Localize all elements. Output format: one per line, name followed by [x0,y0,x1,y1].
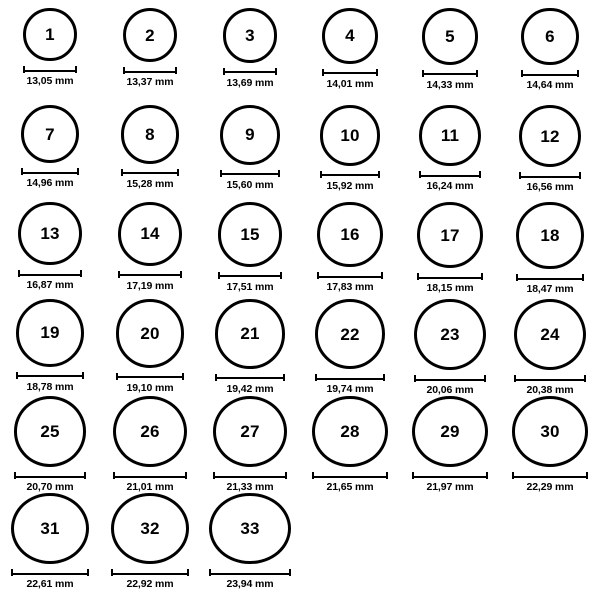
ring-size-cell[interactable] [200,202,300,299]
ring-circle [220,105,280,165]
ring-size-cell[interactable] [300,8,400,105]
ring-size-cell[interactable] [200,493,300,590]
ring-circle [514,299,586,370]
ring-size-cell[interactable] [400,299,500,396]
ring-measurement [218,272,283,293]
ring-diameter-label: 13,69 mm [226,76,274,89]
ring-size-number: 23 [440,325,460,344]
ring-size-number: 2 [145,25,155,45]
ring-measurement [320,171,381,192]
ring-size-cell[interactable] [400,202,500,299]
ring-diameter-label: 16,56 mm [526,181,574,194]
ring-diameter-label: 14,01 mm [326,77,374,90]
ring-size-number: 5 [445,26,455,46]
ring-diameter-label: 22,61 mm [26,578,74,590]
caliper-icon [414,375,485,382]
ring-measurement [14,472,87,493]
ring-size-cell[interactable] [500,299,600,396]
ring-measurement [209,569,290,590]
ring-size-cell[interactable] [400,396,500,493]
ring-diameter-label: 16,24 mm [426,180,474,193]
ring-size-number: 31 [40,519,60,538]
ring-measurement [121,169,180,190]
ring-size-cell[interactable] [100,8,200,105]
ring-diameter-label: 20,70 mm [26,481,74,493]
ring-diameter-label: 23,94 mm [226,578,274,590]
caliper-icon [312,472,387,479]
ring-circle [317,202,382,267]
ring-measurement [21,168,79,189]
ring-size-number: 30 [540,422,560,441]
ring-diameter-label: 18,47 mm [526,283,574,296]
ring-circle [417,202,483,268]
ring-measurement [18,270,81,291]
ring-size-number: 24 [540,325,560,344]
ring-size-number: 16 [340,225,360,245]
ring-size-cell[interactable] [0,202,100,299]
ring-size-number: 8 [145,124,155,144]
ring-size-number: 26 [140,422,160,441]
ring-size-number: 10 [340,125,360,145]
ring-measurement [312,472,387,493]
ring-measurement [417,273,483,294]
ring-measurement [123,67,177,88]
ring-diameter-label: 21,97 mm [426,481,474,493]
ring-circle [312,396,387,467]
ring-circle [121,105,180,164]
ring-circle [21,105,79,163]
ring-measurement [519,172,581,193]
ring-diameter-label: 22,92 mm [126,578,174,590]
ring-circle [113,396,187,467]
ring-diameter-label: 17,83 mm [326,281,374,294]
ring-size-cell[interactable] [500,105,600,202]
caliper-icon [512,472,589,479]
ring-size-cell[interactable] [300,202,400,299]
ring-circle [209,493,290,564]
ring-circle [16,299,84,367]
ring-size-cell[interactable] [300,396,400,493]
caliper-icon [116,373,185,380]
ring-circle [512,396,589,467]
ring-measurement [16,372,84,393]
ring-measurement [422,70,479,91]
ring-measurement [11,569,89,590]
ring-measurement [516,274,583,295]
caliper-icon [209,569,290,576]
ring-size-cell[interactable] [100,299,200,396]
ring-size-cell[interactable] [200,299,300,396]
caliper-icon [23,66,76,73]
ring-circle [218,202,283,267]
caliper-icon [111,569,189,576]
ring-diameter-label: 21,01 mm [126,481,174,493]
ring-size-cell[interactable] [200,396,300,493]
ring-size-number: 12 [540,126,560,146]
caliper-icon [220,170,280,177]
ring-diameter-label: 15,92 mm [326,179,374,192]
ring-size-number: 13 [40,224,60,243]
ring-size-number: 21 [240,324,260,344]
caliper-icon [11,569,89,576]
ring-diameter-label: 13,37 mm [126,76,174,89]
ring-measurement [414,375,485,396]
ring-circle [123,8,177,62]
ring-circle [422,8,479,65]
ring-diameter-label: 14,64 mm [526,79,574,92]
ring-size-number: 22 [340,324,360,344]
ring-size-number: 9 [245,125,255,145]
caliper-icon [412,472,488,479]
ring-measurement [118,271,182,292]
ring-size-number: 29 [440,422,460,441]
caliper-icon [16,372,84,379]
ring-size-number: 19 [40,323,60,343]
ring-measurement [116,373,185,394]
ring-diameter-label: 17,51 mm [226,280,274,293]
ring-circle [213,396,287,467]
ring-measurement [317,272,382,293]
ring-size-cell[interactable] [500,396,600,493]
ring-measurement [412,472,488,493]
ring-measurement [223,68,278,89]
ring-size-number: 7 [45,124,55,144]
ring-diameter-label: 19,42 mm [226,382,274,395]
caliper-icon [315,374,385,381]
ring-diameter-label: 17,19 mm [126,279,174,292]
caliper-icon [422,70,479,77]
ring-size-cell[interactable] [0,105,100,202]
ring-size-cell[interactable] [300,105,400,202]
ring-diameter-label: 16,87 mm [26,279,74,292]
ring-size-number: 6 [545,27,555,47]
ring-measurement [322,69,378,90]
ring-size-number: 11 [440,126,460,146]
caliper-icon [218,272,283,279]
ring-circle [320,105,381,166]
ring-size-cell[interactable] [100,105,200,202]
ring-circle [419,105,480,166]
ring-circle [223,8,278,63]
ring-circle [116,299,185,368]
ring-measurement [514,375,586,396]
ring-size-cell[interactable] [100,202,200,299]
ring-size-number: 18 [540,226,560,246]
ring-size-cell[interactable] [500,202,600,299]
ring-diameter-label: 14,33 mm [426,78,474,91]
ring-size-number: 3 [245,25,255,45]
ring-measurement [113,472,187,493]
ring-size-number: 32 [140,519,160,538]
caliper-icon [18,270,81,277]
ring-circle [215,299,285,369]
ring-measurement [521,70,578,91]
ring-circle [18,202,81,265]
ring-size-cell[interactable] [400,8,500,105]
ring-size-cell[interactable] [0,8,100,105]
caliper-icon [14,472,87,479]
caliper-icon [121,169,180,176]
caliper-icon [419,171,480,178]
ring-circle [412,396,488,467]
ring-size-cell[interactable] [200,105,300,202]
ring-size-cell[interactable] [0,396,100,493]
ring-size-number: 15 [240,224,260,244]
caliper-icon [213,472,287,479]
ring-diameter-label: 15,60 mm [226,178,274,191]
caliper-icon [417,273,483,280]
ring-size-number: 4 [345,26,355,46]
ring-size-cell[interactable] [100,396,200,493]
ring-circle [414,299,485,370]
caliper-icon [521,70,578,77]
caliper-icon [113,472,187,479]
ring-measurement [512,472,589,493]
ring-circle [14,396,87,467]
caliper-icon [223,68,278,75]
caliper-icon [21,168,79,175]
ring-diameter-label: 19,74 mm [326,383,374,396]
ring-diameter-label: 20,38 mm [526,384,574,396]
ring-measurement [315,374,385,395]
caliper-icon [317,272,382,279]
ring-diameter-label: 22,29 mm [526,481,574,493]
ring-circle [322,8,378,64]
ring-size-number: 27 [240,422,260,441]
caliper-icon [320,171,381,178]
ring-circle [315,299,385,369]
ring-size-cell[interactable] [200,8,300,105]
ring-diameter-label: 21,33 mm [226,481,274,493]
caliper-icon [215,374,285,381]
ring-size-number: 17 [440,225,460,245]
ring-size-cell[interactable] [500,8,600,105]
ring-circle [519,105,581,167]
ring-size-number: 20 [140,323,160,343]
ring-measurement [220,170,280,191]
ring-diameter-label: 18,78 mm [26,380,74,393]
ring-diameter-label: 14,96 mm [26,177,74,190]
ring-measurement [213,472,287,493]
ring-circle [111,493,189,564]
caliper-icon [123,67,177,74]
caliper-icon [519,172,581,179]
ring-size-cell[interactable] [0,493,100,590]
ring-size-number: 25 [40,422,60,441]
ring-circle [118,202,182,266]
caliper-icon [118,271,182,278]
ring-diameter-label: 20,06 mm [426,384,474,396]
ring-diameter-label: 18,15 mm [426,282,474,295]
ring-diameter-label: 15,28 mm [126,177,174,190]
ring-size-cell[interactable] [100,493,200,590]
ring-diameter-label: 13,05 mm [26,75,74,88]
caliper-icon [514,375,586,382]
ring-size-cell[interactable] [400,105,500,202]
ring-size-cell[interactable] [300,299,400,396]
caliper-icon [322,69,378,76]
ring-measurement [215,374,285,395]
ring-measurement [23,66,76,87]
ring-size-cell[interactable] [0,299,100,396]
ring-circle [11,493,89,564]
ring-size-number: 1 [45,25,55,45]
ring-measurement [419,171,480,192]
ring-diameter-label: 19,10 mm [126,381,174,394]
ring-size-number: 33 [240,519,260,538]
ring-size-number: 28 [340,422,360,441]
ring-circle [516,202,583,269]
caliper-icon [516,274,583,281]
ring-measurement [111,569,189,590]
ring-size-number: 14 [140,224,160,244]
ring-diameter-label: 21,65 mm [326,481,374,493]
ring-circle [521,8,578,65]
ring-circle [23,8,76,61]
